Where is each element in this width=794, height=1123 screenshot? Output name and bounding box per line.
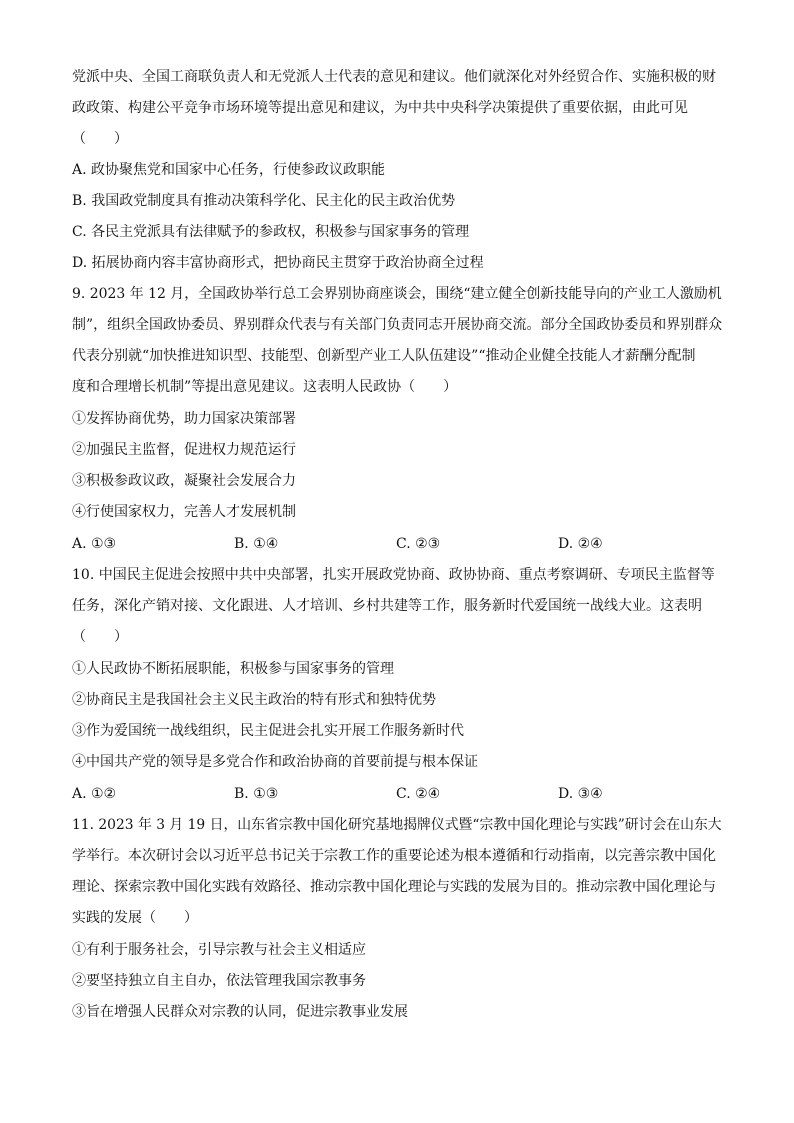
q9-item-4: ④行使国家权力，完善人才发展机制 <box>72 504 296 520</box>
q10-stem-line-2: 任务，深化产销对接、文化跟进、人才培训、乡村共建等工作，服务新时代爱国统一战线大业。这表明 <box>72 598 702 614</box>
q10-option-a: A. ①② <box>72 786 117 802</box>
q10-item-4: ④中国共产党的领导是多党合作和政治协商的首要前提与根本保证 <box>72 754 478 770</box>
q11-stem-line-2: 学举行。本次研讨会以习近平总书记关于宗教工作的重要论述为根本遵循和行动指南，以完善宗教中国化 <box>72 848 716 864</box>
q10-item-2: ②协商民主是我国社会主义民主政治的特有形式和独特优势 <box>72 692 436 708</box>
q8-stem-line-2: 政政策、构建公平竞争市场环境等提出意见和建议，为中共中央科学决策提供了重要依据，由此可见 <box>72 100 688 116</box>
q9-option-a: A. ①③ <box>72 536 117 552</box>
q11-stem-line-3: 理论、探索宗教中国化实践有效路径、推动宗教中国化理论与实践的发展为目的。推动宗教中国化理论与 <box>72 879 716 895</box>
q9-option-c: C. ②③ <box>396 536 441 552</box>
q9-stem-line-4: 度和合理增长机制”等提出意见建议。这表明人民政协（ ） <box>72 379 458 395</box>
q8-answer-blank: （ ） <box>72 131 128 147</box>
q9-option-b: B. ①④ <box>234 536 279 552</box>
q8-option-c: C. 各民主党派具有法律赋予的参政权，积极参与国家事务的管理 <box>72 224 470 240</box>
q11-stem-line-4: 实践的发展（ ） <box>72 910 198 926</box>
q9-stem-line-3: 代表分别就“加快推进知识型、技能型、创新型产业工人队伍建设”“推动企业健全技能人才薪酬分配制 <box>72 348 696 364</box>
q9-item-3: ③积极参政议政，凝聚社会发展合力 <box>72 473 296 489</box>
q11-item-2: ②要坚持独立自主自办，依法管理我国宗教事务 <box>72 973 366 989</box>
q9-option-d: D. ②④ <box>558 536 603 552</box>
q10-answer-blank: （ ） <box>72 629 128 645</box>
q10-item-3: ③作为爱国统一战线组织，民主促进会扎实开展工作服务新时代 <box>72 723 464 739</box>
q11-item-3: ③旨在增强人民群众对宗教的认同，促进宗教事业发展 <box>72 1004 408 1020</box>
q9-item-1: ①发挥协商优势，助力国家决策部署 <box>72 411 296 427</box>
q11-stem-line-1: 11. 2023 年 3 月 19 日，山东省宗教中国化研究基地揭牌仪式暨“宗教中国化理论与实践”研讨会在山东大 <box>72 817 722 833</box>
q10-option-c: C. ②④ <box>396 786 441 802</box>
q10-option-b: B. ①③ <box>234 786 279 802</box>
q9-stem-line-2: 制”，组织全国政协委员、界别群众代表与有关部门负责同志开展协商交流。部分全国政协委员和界别群众 <box>72 317 723 333</box>
q8-option-b: B. 我国政党制度具有推动决策科学化、民主化的民主政治优势 <box>72 193 456 209</box>
q8-option-d: D. 拓展协商内容丰富协商形式，把协商民主贯穿于政治协商全过程 <box>72 255 484 271</box>
q10-options-row <box>72 784 732 804</box>
q10-item-1: ①人民政协不断拓展职能，积极参与国家事务的管理 <box>72 661 394 677</box>
q10-option-d: D. ③④ <box>558 786 603 802</box>
q9-item-2: ②加强民主监督，促进权力规范运行 <box>72 442 296 458</box>
q9-options-row <box>72 534 732 554</box>
q8-option-a: A. 政协聚焦党和国家中心任务，行使参政议政职能 <box>72 162 386 178</box>
q10-stem-line-1: 10. 中国民主促进会按照中共中央部署，扎实开展政党协商、政协协商、重点考察调研、专项民主监督等 <box>72 567 715 583</box>
q9-stem-line-1: 9. 2023 年 12 月，全国政协举行总工会界别协商座谈会，围绕“建立健全创新技能导向的产业工人激励机 <box>72 286 722 302</box>
q11-item-1: ①有利于服务社会，引导宗教与社会主义相适应 <box>72 942 366 958</box>
q8-stem-line-1: 党派中央、全国工商联负责人和无党派人士代表的意见和建议。他们就深化对外经贸合作、实施积极的财 <box>72 69 716 85</box>
